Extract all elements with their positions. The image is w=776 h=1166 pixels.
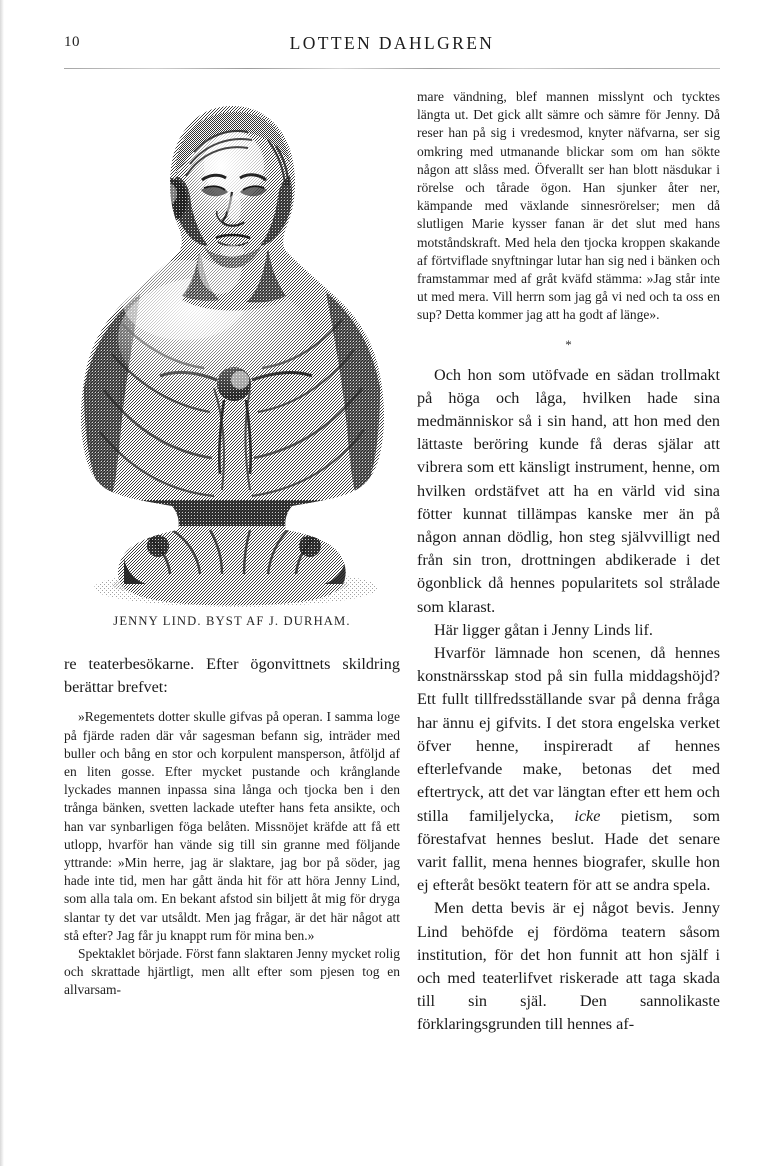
- paragraph-lead: re teaterbesökarne. Efter ögonvittnets skildring berättar brefvet:: [64, 655, 400, 697]
- paragraph-big-2: Här ligger gåtan i Jenny Linds lif.: [434, 620, 653, 639]
- paragraph-big-1: Och hon som utöfvade en sädan trollmakt på höga och låga, hvilken hade sina medmänniskor så i sin hand, att hon med den lättaste beröring kunde få deras själar att vibrera som ett känsligt instrument, henne, om hvilken ordstäfvet att ha en värld vid sina fötter kunnat tillämpas kanske mer än på någon annan dödlig, hon steg självvilligt ned från sin tron, drottningen abdikerade i det ögonblick då hennes popularitets sol strålade som klarast.: [417, 365, 720, 616]
- page-number: 10: [64, 34, 80, 50]
- bust-engraving: [64, 88, 400, 610]
- running-head: [64, 34, 720, 60]
- running-title: LOTTEN DAHLGREN: [289, 33, 495, 53]
- left-column: [64, 88, 400, 1000]
- paragraph-big-3-pre: Hvarför lämnade hon scenen, då hennes konstnärsskap stod på sin fulla middagshöjd? Ett fullt tillfredsställande svar på denna fråga har ännu ej gifvits. I det stora engelska verket öfver henne, inspireradt af hennes efterlefvande make, betonas det med eftertryck, att det var längtan efter ett hem och stilla familjelycka,: [417, 644, 720, 825]
- right-column: [417, 88, 720, 1037]
- paragraph-big-3: [417, 642, 720, 897]
- paragraph-letter-2: Spektaklet började. Först fann slaktaren Jenny mycket rolig och skrattade hjärtligt, men allt efter som pjesen tog en allvarsam-: [64, 946, 400, 998]
- section-divider-asterisk: *: [565, 336, 572, 352]
- paragraph-letter-1: »Regementets dotter skulle gifvas på operan. I samma loge på fjärde raden där vår sagesman befann sig, inträder med buller och bång en stor och korpulent mansperson, åtföljd af en liten gosse. Efter mycket pustande och krånglande lyckades mannen inpassa sina långa och tjocka ben i den trånga bänken, svetten lackade utefter hans feta ansikte, och han var synbarligen föga belåten. Missnöjet kräfde att få ett utlopp, hvarför han vände sig till sin granne med följande yttrande: »Min herre, jag är slaktare, jag bor på söder, jag hade inte tid, men har gått ända hit för att höra Jenny Lind, som alla tala om. En bekant afstod sin biljett åt mig för dryga slantar ty det var utsåldt. Men jag frågar, är det här något att stå efter? Jag får ju knappt rum för mina ben.»: [64, 709, 400, 943]
- emphasis-icke: icke: [574, 806, 601, 825]
- paragraph-big-3-post: pietism, som förestafvat hennes beslut. Hade det senare varit fallit, mena hennes biografer, skulle hon ej efteråt besökt teatern för att se andra spela.: [417, 806, 720, 895]
- header-rule: [64, 68, 720, 69]
- paragraph-continued: mare vändning, blef mannen misslynt och tycktes längta ut. Det gick allt sämre och sämre för Jenny. Då reser han på sig i vredesmod, knyter näfvarna, ser sig omkring med utmanande blickar som om han sökte någon att slåss med. Öfverallt ser han blott näsdukar i rörelse och tårade ögon. Han sjunker åter ner, kämpande med växlande sinnesrörelser; men då slutligen Marie kysser fanan är det slut med hans motståndskraft. Med hela den tjocka kroppen skakande af förtviflade snyftningar lutar han sig ned i bänken och framstammar med af gråt kväfd stämma: »Jag står inte ut med mera. Vill herrn som jag gå vi ned och ta oss en sup? Detta kommer jag att ha godt af länge».: [417, 89, 720, 323]
- illustration-plate: [64, 88, 400, 610]
- paragraph-big-4: Men detta bevis är ej något bevis. Jenny Lind behöfde ej fördöma teatern såsom institution, för det hon funnit att hon själf i och med teaterlifvet riskerade att taga skada till sin själ. Den sannolikaste förklaringsgrunden till hennes af-: [417, 899, 720, 1034]
- illustration-caption: JENNY LIND. BYST AF J. DURHAM.: [113, 614, 351, 628]
